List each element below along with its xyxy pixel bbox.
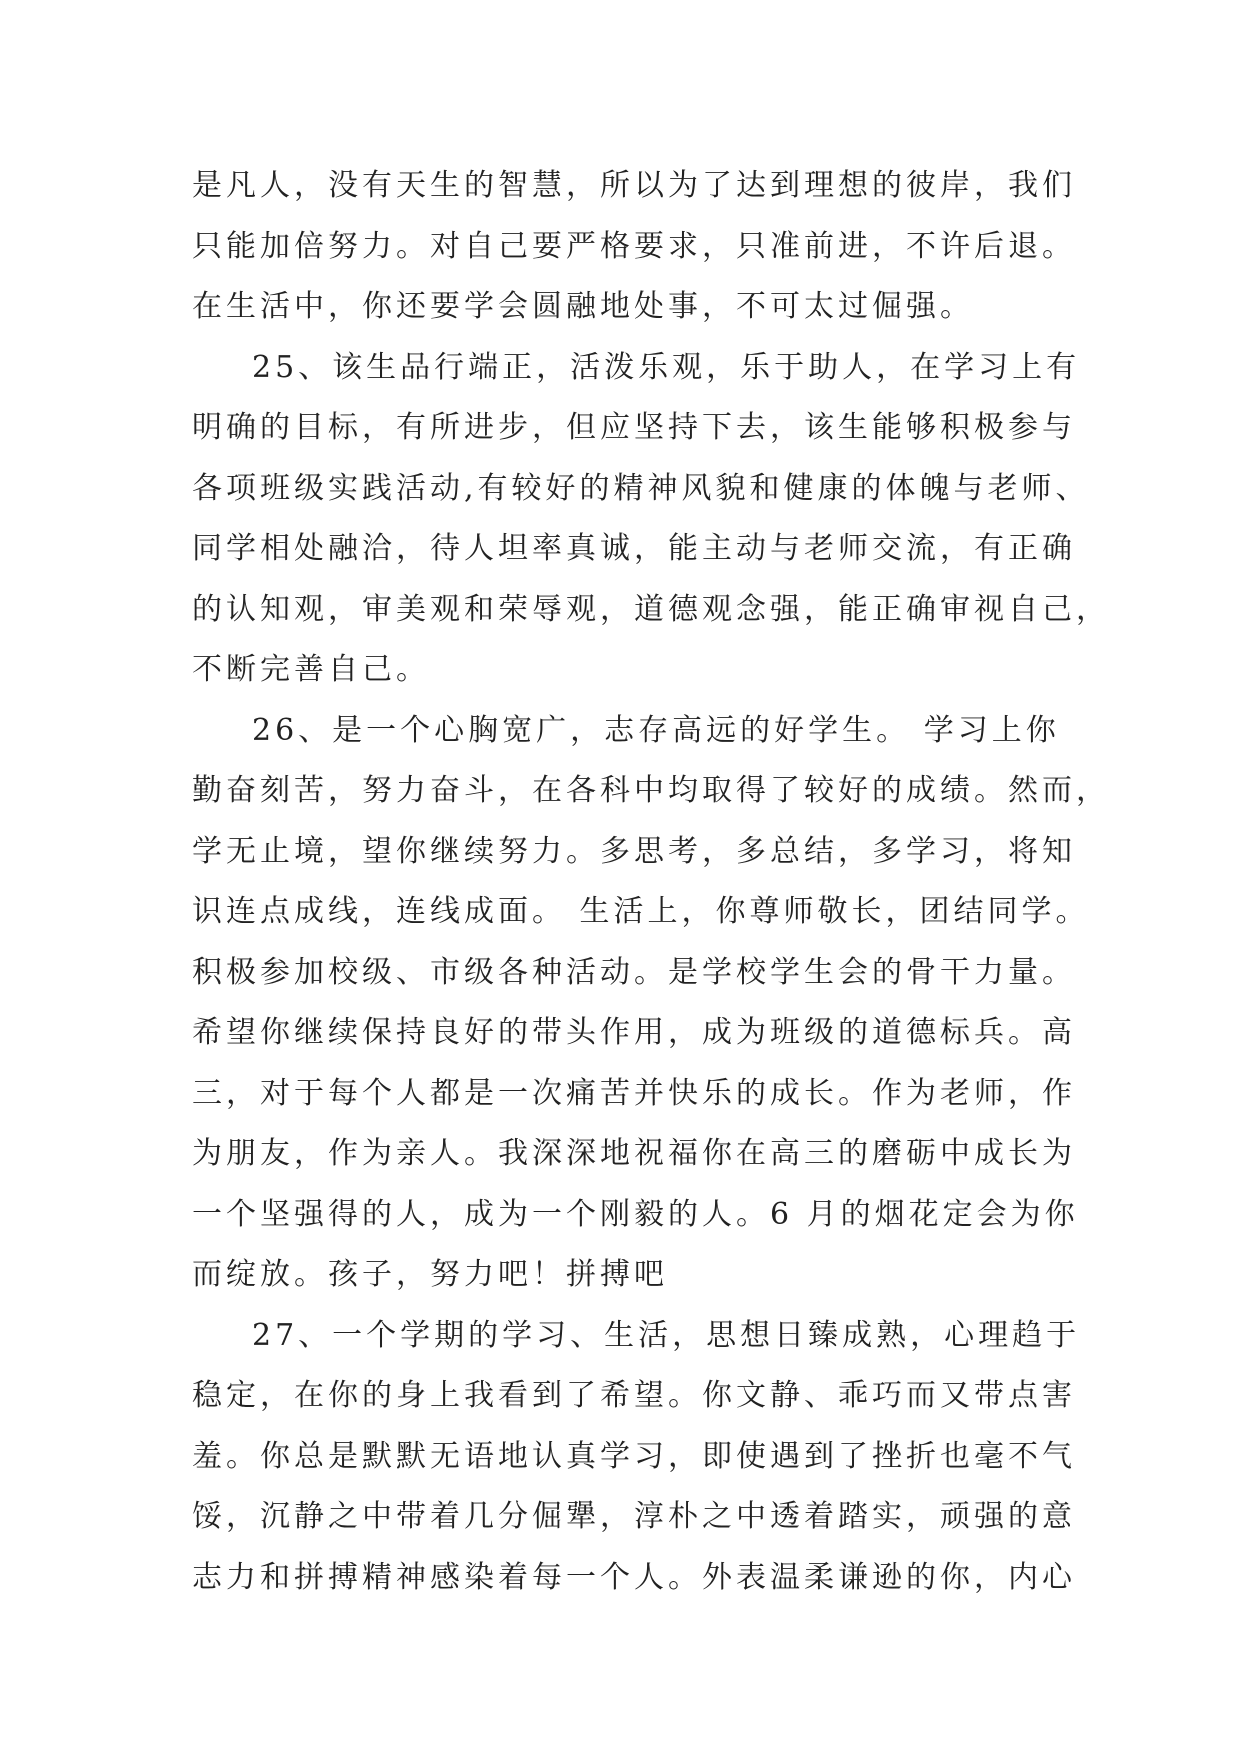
text-line: 稳定，在你的身上我看到了希望。你文静、乖巧而又带点害 (192, 1378, 1076, 1413)
text-line: 识连点成线，连线成面。 生活上，你尊师敬长，团结同学。 (192, 894, 1090, 929)
text-line: 在生活中，你还要学会圆融地处事，不可太过倔强。 (192, 289, 974, 324)
text-line: 学无止境，望你继续努力。多思考，多总结，多学习，将知 (192, 833, 1076, 869)
text-line: 志力和拼搏精神感染着每一个人。外表温柔谦逊的你，内心 (192, 1559, 1076, 1595)
text-line: 勤奋刻苦，努力奋斗，在各科中均取得了较好的成绩。然而， (192, 773, 1110, 808)
text-line: 而绽放。孩子，努力吧！拼搏吧 (192, 1257, 668, 1292)
text-line: 各项班级实践活动,有较好的精神风貌和健康的体魄与老师、 (192, 470, 1090, 506)
text-line: 是凡人，没有天生的智慧，所以为了达到理想的彼岸，我们 (192, 168, 1076, 203)
text-line: 积极参加校级、市级各种活动。是学校学生会的骨干力量。 (192, 954, 1076, 990)
text-line: 只能加倍努力。对自己要严格要求，只准前进，不许后退。 (192, 228, 1076, 264)
document-body (192, 156, 1110, 1608)
text-line: 三，对于每个人都是一次痛苦并快乐的成长。作为老师，作 (192, 1075, 1076, 1111)
text-line: 羞。你总是默默无语地认真学习，即使遇到了挫折也毫不气 (192, 1438, 1076, 1474)
text-line: 不断完善自己。 (192, 652, 430, 687)
paragraph-25-start: 25、该生品行端正，活泼乐观，乐于助人，在学习上有 (252, 349, 1081, 385)
text-line: 的认知观，审美观和荣辱观，道德观念强，能正确审视自己， (192, 591, 1110, 627)
text-line: 一个坚强得的人，成为一个刚毅的人。6 月的烟花定会为你 (192, 1196, 1079, 1232)
text-line: 明确的目标，有所进步，但应坚持下去，该生能够积极参与 (192, 410, 1076, 445)
text-line: 为朋友，作为亲人。我深深地祝福你在高三的磨砺中成长为 (192, 1136, 1076, 1171)
text-line: 同学相处融洽，待人坦率真诚，能主动与老师交流，有正确 (192, 531, 1076, 566)
paragraph-27-start: 27、一个学期的学习、生活，思想日臻成熟，心理趋于 (252, 1317, 1081, 1353)
paragraph-26-start: 26、是一个心胸宽广，志存高远的好学生。 学习上你 (252, 712, 1060, 748)
text-line: 希望你继续保持良好的带头作用，成为班级的道德标兵。高 (192, 1015, 1076, 1050)
text-line: 馁，沉静之中带着几分倔犟，淳朴之中透着踏实，顽强的意 (192, 1499, 1076, 1534)
